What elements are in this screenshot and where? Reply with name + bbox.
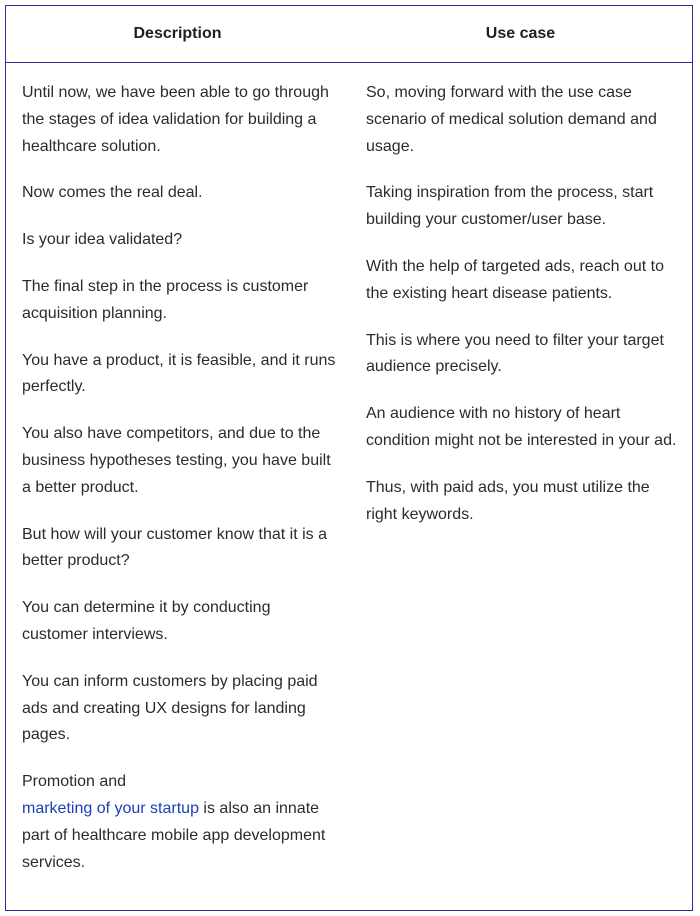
use-case-paragraph: This is where you need to filter your target audience precisely. xyxy=(366,331,664,376)
header-description: Description xyxy=(133,25,222,42)
content-table xyxy=(5,5,693,911)
use-case-paragraph: So, moving forward with the use case scenario of medical solution demand and usage. xyxy=(366,84,657,155)
description-paragraph: You have a product, it is feasible, and it runs perfectly. xyxy=(22,351,336,396)
use-case-cell xyxy=(350,80,692,896)
description-paragraph: Until now, we have been able to go through the stages of idea validation for building a healthcare solution. xyxy=(22,84,329,155)
table-body-row xyxy=(6,63,692,896)
promotion-paragraph xyxy=(22,769,336,876)
use-case-paragraph: Taking inspiration from the process, start building your customer/user base. xyxy=(366,184,654,229)
table-header-row xyxy=(6,6,692,63)
description-paragraph: Is your idea validated? xyxy=(22,231,183,249)
description-paragraph: You can inform customers by placing paid ads and creating UX designs for landing pages. xyxy=(22,672,318,744)
use-case-paragraph: With the help of targeted ads, reach out to the existing heart disease patients. xyxy=(366,257,664,302)
use-case-paragraph: An audience with no history of heart condition might not be interested in your ad. xyxy=(366,405,677,449)
description-paragraph: Now comes the real deal. xyxy=(22,184,203,202)
marketing-startup-link[interactable]: marketing of your startup xyxy=(22,799,199,817)
description-paragraph: But how will your customer know that it is a better product? xyxy=(22,525,328,570)
description-paragraph: You also have competitors, and due to the business hypotheses testing, you have built a better product. xyxy=(22,425,331,496)
description-paragraph: The final step in the process is customer acquisition planning. xyxy=(22,277,309,322)
promotion-prefix: Promotion and xyxy=(22,773,127,791)
use-case-paragraph: Thus, with paid ads, you must utilize the right keywords. xyxy=(366,478,650,523)
header-use-case: Use case xyxy=(485,25,556,42)
description-paragraph: You can determine it by conducting customer interviews. xyxy=(22,599,271,643)
promotion-suffix: is also an innate part of healthcare mobile app development services. xyxy=(22,799,326,871)
description-cell xyxy=(6,80,350,896)
